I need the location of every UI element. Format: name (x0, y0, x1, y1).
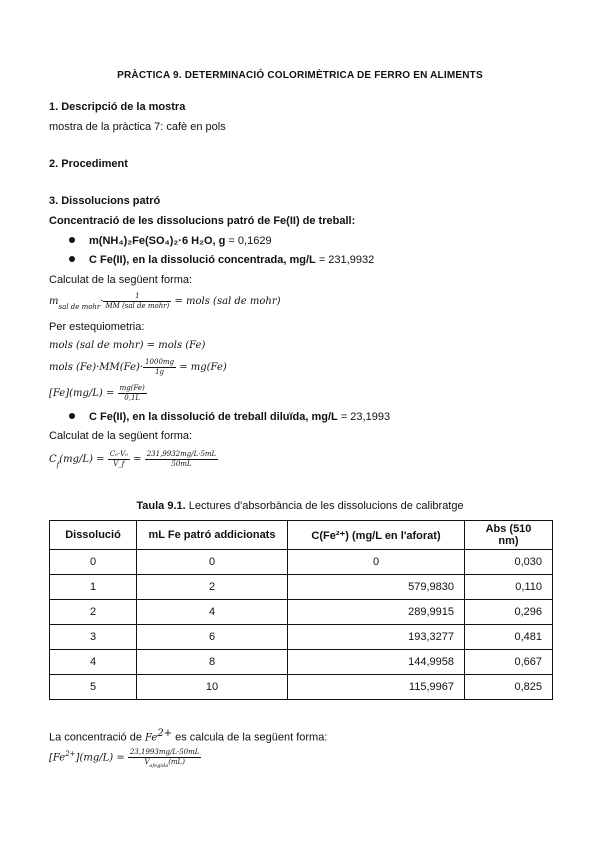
table-row (50, 625, 553, 650)
equation-moles-salt: $m_{sal de mohr}\cdot$ $\frac{1}{\text{MM (sal de mohr)}}$ = mols (sal de mohr) (49, 292, 281, 311)
cell-ml-added: 6 (137, 625, 288, 650)
frac-den: MM (sal de mohr) (105, 302, 170, 310)
frac-num: mg(Fe) (119, 384, 145, 392)
cell-concentration: 115,9967 (288, 675, 465, 700)
sample-description: mostra de la pràctica 7: cafè en pols (49, 121, 226, 133)
eq-rhs: = mols (sal de mohr) (174, 296, 281, 307)
eq-fraction (143, 358, 176, 377)
cell-dissolution: 2 (50, 600, 137, 625)
cell-absorbance: 0,296 (465, 600, 553, 625)
header-ml-added: mL Fe patró addicionats (137, 521, 288, 550)
table-row (50, 675, 553, 700)
table-row (50, 650, 553, 675)
bullet-concentrated (69, 254, 374, 266)
eq-fraction (118, 384, 147, 403)
frac-den-tail: (mL) (168, 758, 185, 766)
bullet-label: C Fe(II), en la dissolució de treball diluïda, mg/L (89, 411, 338, 423)
cell-dissolution: 3 (50, 625, 137, 650)
frac-den: V_f (113, 460, 125, 468)
frac-den-main: V (144, 758, 150, 766)
footer-text (49, 728, 327, 744)
section-2-heading: 2. Procediment (49, 158, 128, 170)
eq-lhs-sub: f (56, 461, 60, 469)
header-dissolution: Dissolució (50, 521, 137, 550)
equation-dilution (49, 450, 218, 469)
cell-concentration: 0 (288, 550, 465, 575)
cell-absorbance: 0,110 (465, 575, 553, 600)
section-3-heading: 3. Dissolucions patró (49, 195, 161, 207)
calc-text-2: Calculat de la següent forma: (49, 430, 193, 442)
cell-absorbance: 0,825 (465, 675, 553, 700)
frac-num: C₀·V₀ (109, 450, 128, 458)
cell-absorbance: 0,667 (465, 650, 553, 675)
page-title: PRÀCTICA 9. DETERMINACIÓ COLORIMÈTRICA DE FERRO EN ALIMENTS (117, 70, 483, 81)
calc-text-1: Calculat de la següent forma: (49, 274, 193, 286)
eq-rhs: = mg(Fe) (179, 362, 227, 373)
bullet-salt-mass (69, 235, 272, 247)
cell-ml-added: 10 (137, 675, 288, 700)
frac-den: 0,1L (124, 394, 141, 402)
footer-ion-charge: 2+ (157, 728, 173, 739)
eq-fraction (103, 292, 171, 311)
footer-text-after: es calcula de la següent forma: (172, 731, 328, 744)
eq-lhs-tail: ](mg/L) = (75, 752, 125, 764)
bullet-icon (69, 413, 75, 419)
table-caption (0, 500, 600, 512)
header-concentration: C(Fe²⁺) (mg/L en l'aforat) (288, 521, 465, 550)
standards-subheading: Concentració de les dissolucions patró de Fe(II) de treball: (49, 215, 356, 227)
bullet-icon (69, 237, 75, 243)
cell-concentration: 144,9958 (288, 650, 465, 675)
frac-num: 1000mg (145, 358, 175, 366)
equation-sample-iron (49, 748, 201, 768)
cell-absorbance: 0,030 (465, 550, 553, 575)
cell-ml-added: 0 (137, 550, 288, 575)
bullet-value: = 23,1993 (337, 411, 391, 423)
section-1-heading: 1. Descripció de la mostra (49, 101, 186, 113)
frac-den: 50mL (171, 460, 192, 468)
stoichiometry-text: Per estequiometria: (49, 321, 145, 333)
cell-ml-added: 8 (137, 650, 288, 675)
eq-equals: = (133, 454, 142, 465)
eq-fraction (128, 748, 202, 768)
bullet-diluted (69, 411, 390, 423)
eq-lhs-sup: 2+ (65, 750, 76, 759)
eq-lhs: m (49, 296, 59, 307)
eq-lhs: mols (Fe)·MM(Fe)· (49, 362, 144, 373)
eq-fraction-1 (108, 450, 130, 469)
cell-concentration: 289,9915 (288, 600, 465, 625)
equation-iron-concentration (49, 384, 147, 403)
equation-mass-iron (49, 358, 227, 377)
bullet-label: m(NH₄)₂Fe(SO₄)₂·6 H₂O, g (89, 235, 226, 247)
eq-lhs: [Fe (49, 752, 66, 764)
cell-absorbance: 0,481 (465, 625, 553, 650)
cell-ml-added: 2 (137, 575, 288, 600)
header-absorbance: Abs (510 nm) (465, 521, 553, 550)
bullet-label: C Fe(II), en la dissolució concentrada, mg/L (89, 254, 316, 266)
table-row (50, 550, 553, 575)
footer-ion: Fe (145, 732, 158, 744)
frac-num: 1 (103, 292, 171, 302)
table-row (50, 575, 553, 600)
frac-num: 23,1993mg/L·50mL (129, 748, 200, 756)
eq-lhs-tail: (mg/L) = (59, 454, 105, 465)
cell-dissolution: 0 (50, 550, 137, 575)
caption-text: Lectures d'absorbància de les dissolucions de calibratge (185, 500, 464, 512)
cell-dissolution: 1 (50, 575, 137, 600)
cell-dissolution: 4 (50, 650, 137, 675)
frac-den-sub: afegida (149, 763, 169, 769)
equation-moles-equal: mols (sal de mohr) = mols (Fe) (49, 340, 206, 351)
frac-num: 231,9932mg/L·5mL (146, 450, 217, 458)
bullet-icon (69, 256, 75, 262)
eq-fraction-2 (145, 450, 219, 469)
frac-den: 1g (155, 368, 165, 376)
bullet-value: = 231,9932 (315, 254, 375, 266)
bullet-value: = 0,1629 (225, 235, 272, 247)
eq-lhs-sub: sal de mohr (58, 303, 101, 311)
footer-text-before: La concentració de (49, 731, 146, 744)
frac-den (128, 758, 202, 768)
cell-dissolution: 5 (50, 675, 137, 700)
table-header-row (50, 521, 553, 550)
eq-lhs: C (49, 454, 57, 465)
caption-label: Taula 9.1. (136, 500, 186, 512)
eq-lhs: [Fe](mg/L) = (49, 388, 115, 399)
cell-ml-added: 4 (137, 600, 288, 625)
cell-concentration: 193,3277 (288, 625, 465, 650)
table-row (50, 600, 553, 625)
calibration-table (49, 520, 553, 700)
cell-concentration: 579,9830 (288, 575, 465, 600)
